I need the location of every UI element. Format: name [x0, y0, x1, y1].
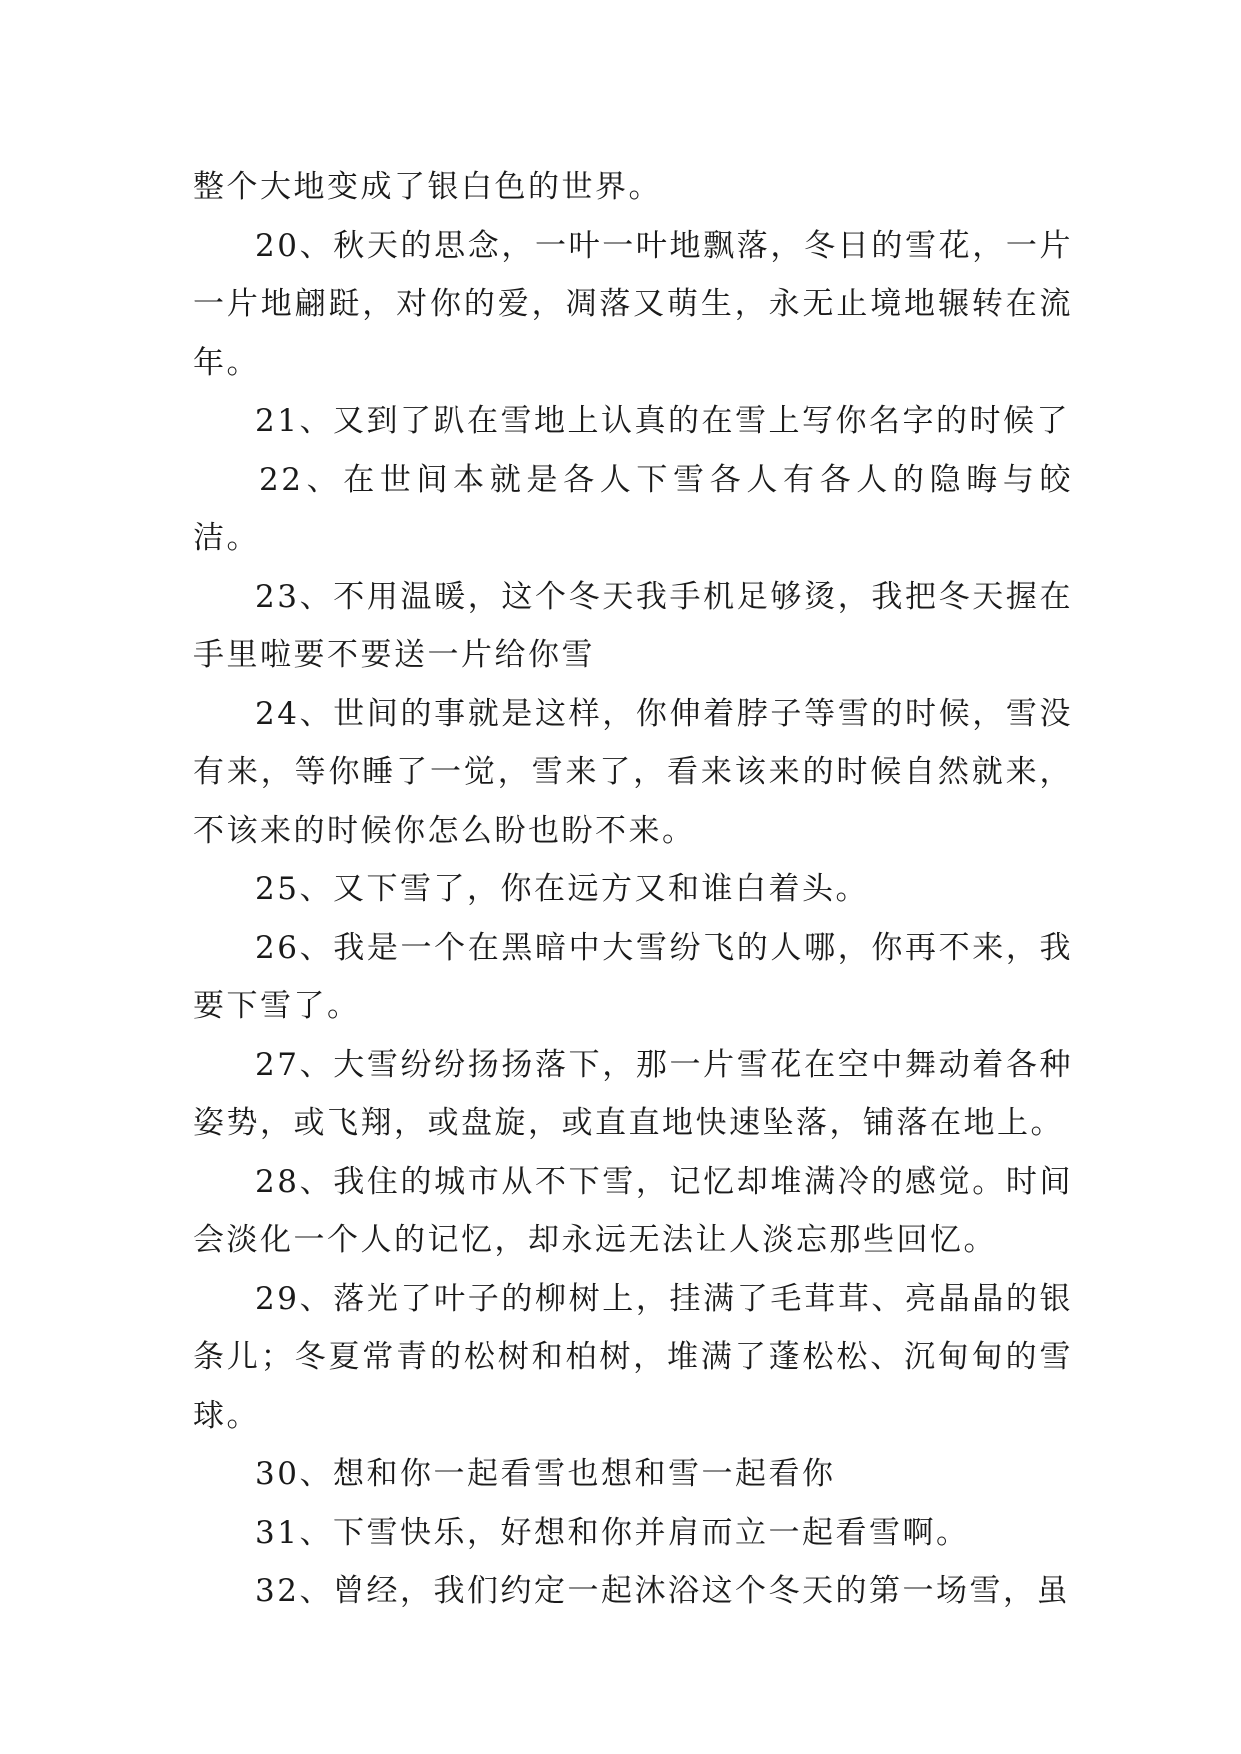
paragraph-31: 31、下雪快乐，好想和你并肩而立一起看雪啊。 — [255, 1514, 970, 1551]
paragraph-continuation: 整个大地变成了银白色的世界。 — [193, 169, 662, 205]
document-body — [193, 158, 1073, 1621]
paragraph-29: 29、落光了叶子的柳树上，挂满了毛茸茸、亮晶晶的银条儿；冬夏常青的松树和柏树，堆满了蓬松松、沉甸甸的雪球。 — [193, 1280, 1073, 1434]
paragraph-25: 25、又下雪了，你在远方又和谁白着头。 — [255, 871, 869, 907]
paragraph-32: 32、曾经，我们约定一起沐浴这个冬天的第一场雪，虽 — [255, 1573, 1070, 1609]
paragraph-20: 20、秋天的思念，一叶一叶地飘落，冬日的雪花，一片一片地翩跹，对你的爱，凋落又萌生，永无止境地辗转在流年。 — [193, 227, 1073, 381]
paragraph-27: 27、大雪纷纷扬扬落下，那一片雪花在空中舞动着各种姿势，或飞翔，或盘旋，或直直地快速坠落，铺落在地上。 — [193, 1046, 1073, 1141]
paragraph-30: 30、想和你一起看雪也想和雪一起看你 — [255, 1456, 836, 1492]
paragraph-28: 28、我住的城市从不下雪，记忆却堆满冷的感觉。时间会淡化一个人的记忆，却永远无法让人淡忘那些回忆。 — [193, 1163, 1073, 1258]
paragraph-22: 22、在世间本就是各人下雪各人有各人的隐晦与皎洁。 — [193, 461, 1073, 556]
paragraph-26: 26、我是一个在黑暗中大雪纷飞的人哪，你再不来，我要下雪了。 — [193, 929, 1073, 1024]
paragraph-24: 24、世间的事就是这样，你伸着脖子等雪的时候，雪没有来，等你睡了一觉，雪来了，看来该来的时候自然就来，不该来的时候你怎么盼也盼不来。 — [193, 695, 1073, 849]
paragraph-21: 21、又到了趴在雪地上认真的在雪上写你名字的时候了 — [255, 403, 1070, 439]
paragraph-23: 23、不用温暖，这个冬天我手机足够烫，我把冬天握在手里啦要不要送一片给你雪 — [193, 578, 1073, 673]
